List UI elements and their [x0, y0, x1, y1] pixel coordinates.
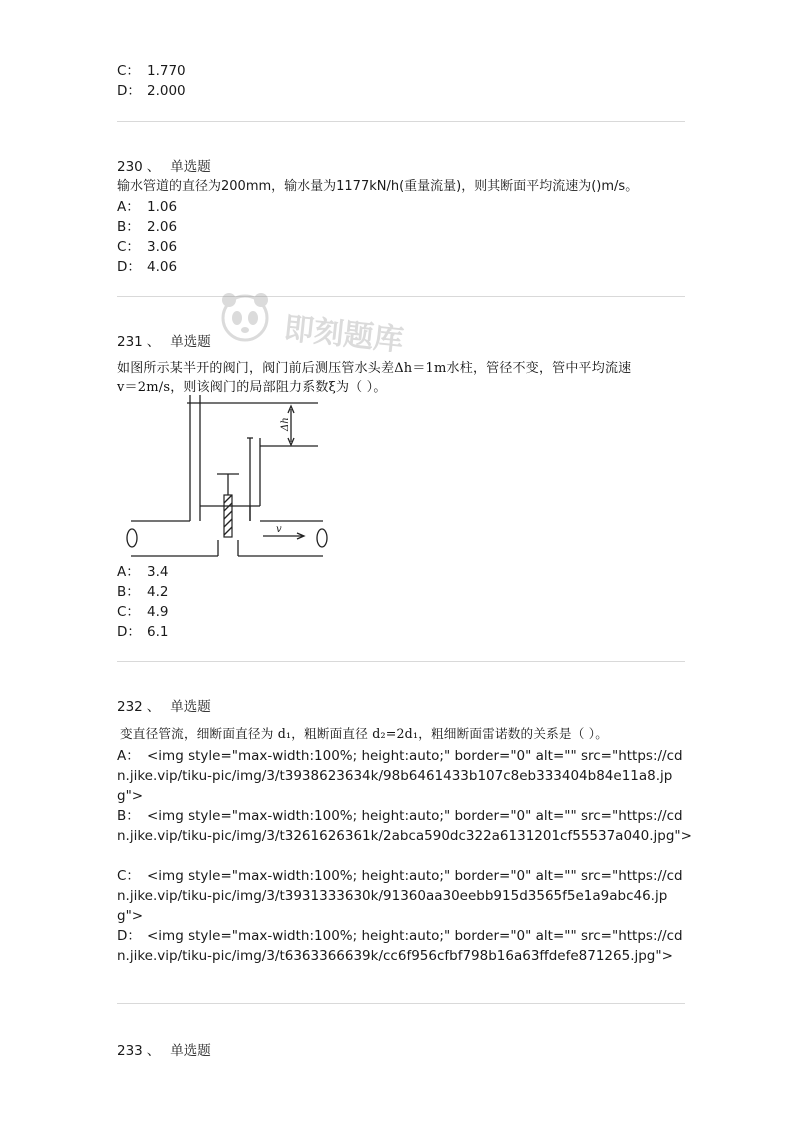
question-text: 变直径管流，细断面直径为 d₁，粗断面直径 d₂=2d₁，粗细断面雷诺数的关系是（ ）。: [120, 726, 608, 741]
divider: [117, 661, 685, 662]
option-a: A： 1.06: [117, 199, 178, 215]
option-b: B： 2.06: [117, 219, 178, 235]
option-c: C： <img style="max-width:100%; height:auto;" border="0" alt="" src="https://cdn.jike.vip/tiku-pic/img/3/t3931333630k/91360aa30eebb915d3565f5e1a9abc46.jpg">: [117, 868, 683, 924]
question-header: 231 、 单选题: [117, 334, 211, 350]
valve-figure: [123, 395, 338, 565]
panda-logo-icon: [215, 288, 445, 358]
question-text: 输水管道的直径为200mm，输水量为1177kN/h(重量流量)，则其断面平均流速为()m/s。: [117, 179, 639, 194]
option-d: D： <img style="max-width:100%; height:auto;" border="0" alt="" src="https://cdn.jike.vip/tiku-pic/img/3/t6363366639k/cc6f956cfbf798b16a63ffdefe871265.jpg">: [117, 928, 683, 964]
watermark-logo: [215, 288, 445, 358]
question-text-line1: 如图所示某半开的阀门，阀门前后测压管水头差Δh＝1m水柱，管径不变，管中平均流速: [117, 361, 632, 376]
dh-label: Δh: [280, 417, 291, 431]
velocity-label: v: [276, 524, 282, 535]
option-d: D： 4.06: [117, 259, 178, 275]
option-d: D： 6.1: [117, 624, 169, 640]
option-a: A： 3.4: [117, 564, 169, 580]
question-text-line2: v＝2m/s，则该阀门的局部阻力系数ξ为（ ）。: [117, 380, 387, 395]
option-c: C： 3.06: [117, 239, 178, 255]
question-header: 230 、 单选题: [117, 159, 211, 175]
option-b: B： <img style="max-width:100%; height:auto;" border="0" alt="" src="https://cdn.jike.vip/tiku-pic/img/3/t3261626361k/2abca590dc322a6131201cf55537a040.jpg">: [117, 808, 692, 844]
divider: [117, 1003, 685, 1004]
option-c: C： 1.770: [117, 63, 186, 79]
divider: [117, 121, 685, 122]
option-b: B： 4.2: [117, 584, 169, 600]
option-c: C： 4.9: [117, 604, 169, 620]
question-header: 232 、 单选题: [117, 699, 211, 715]
option-d: D： 2.000: [117, 83, 186, 99]
option-a: A： <img style="max-width:100%; height:auto;" border="0" alt="" src="https://cdn.jike.vip/tiku-pic/img/3/t3938623634k/98b6461433b107c8eb333404b84e11a8.jpg">: [117, 748, 683, 804]
svg-text:即刻题库: 即刻题库: [282, 311, 406, 358]
question-header: 233 、 单选题: [117, 1043, 211, 1059]
